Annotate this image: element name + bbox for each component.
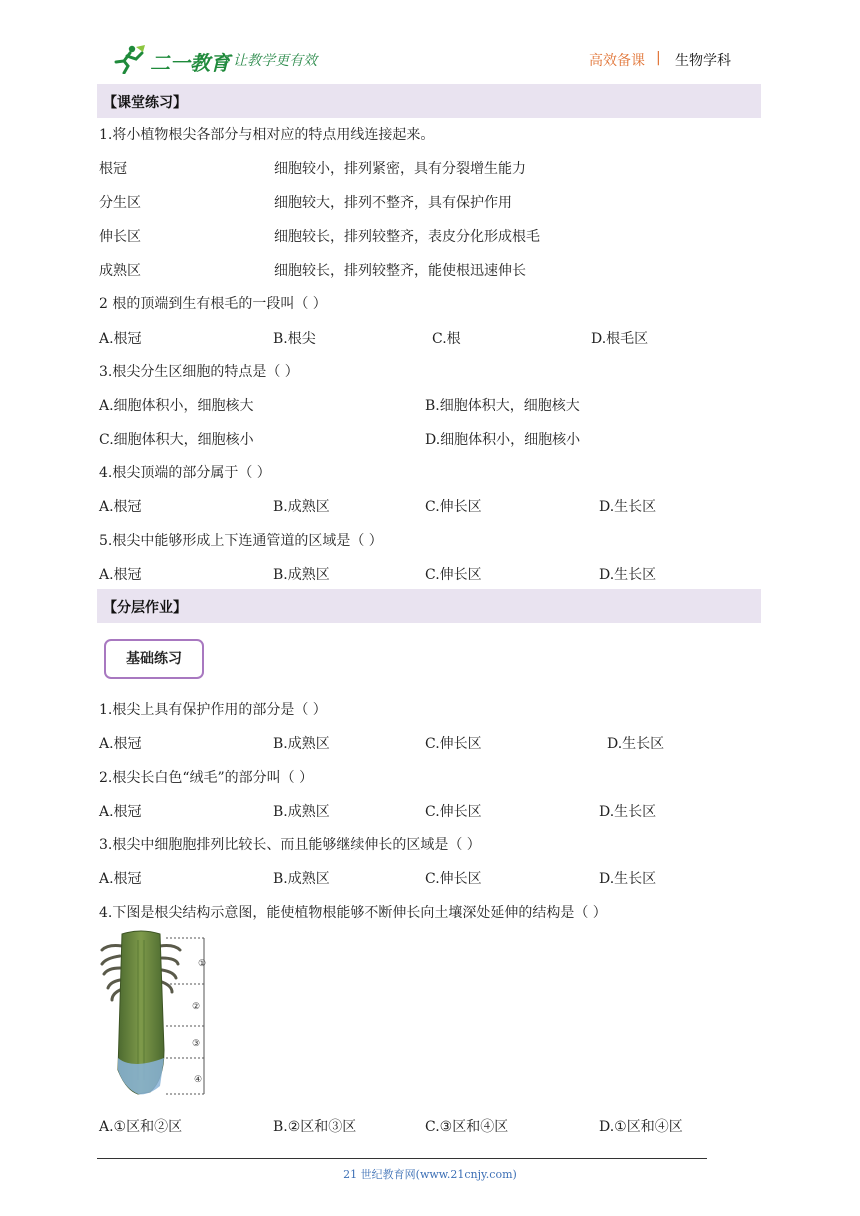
question-stem: 3.根尖分生区细胞的特点是（ ） — [99, 364, 299, 380]
match-left-item: 伸长区 — [99, 229, 141, 245]
option-a: A.细胞体积小，细胞核大 — [99, 398, 254, 414]
question-stem: 4.下图是根尖结构示意图，能使植物根能够不断伸长向土壤深处延伸的结构是（ ） — [99, 905, 607, 921]
option-d: D.细胞体积小，细胞核小 — [425, 432, 581, 448]
option-a: A.根冠 — [99, 499, 142, 515]
question-stem: 5.根尖中能够形成上下连通管道的区域是（ ） — [99, 533, 383, 549]
option-c: C.伸长区 — [425, 804, 482, 820]
level-badge: 基础练习 — [104, 639, 204, 679]
option-b: B.细胞体积大，细胞核大 — [425, 398, 580, 414]
zone-label-3: ③ — [192, 1039, 201, 1049]
match-right-item: 细胞较大，排列不整齐，具有保护作用 — [274, 195, 512, 211]
option-c: C.伸长区 — [425, 499, 482, 515]
header-tag-right: 生物学科 — [675, 53, 731, 69]
option-c: C.细胞体积大，细胞核小 — [99, 432, 254, 448]
option-b: B.根尖 — [273, 331, 316, 347]
slogan: / 让教学更有效 — [224, 53, 318, 69]
option-a: A.①区和②区 — [99, 1119, 183, 1135]
option-b: B.成熟区 — [273, 804, 330, 820]
match-right-item: 细胞较小，排列紧密，具有分裂增生能力 — [274, 161, 526, 177]
brand-name: 二一教育 — [150, 51, 230, 75]
option-d: D.生长区 — [599, 804, 657, 820]
header-tag-left: 高效备课 — [589, 53, 645, 69]
question-stem: 4.根尖顶端的部分属于（ ） — [99, 465, 271, 481]
question-stem: 1.根尖上具有保护作用的部分是（ ） — [99, 702, 327, 718]
option-d: D.生长区 — [599, 567, 657, 583]
match-right-item: 细胞较长，排列较整齐，表皮分化形成根毛 — [274, 229, 540, 245]
match-right-item: 细胞较长，排列较整齐，能使根迅速伸长 — [274, 263, 526, 279]
option-a: A.根冠 — [99, 871, 142, 887]
question-stem: 2.根尖长白色“绒毛”的部分叫（ ） — [99, 770, 314, 786]
question-stem: 2 根的顶端到生有根毛的一段叫（ ） — [99, 296, 327, 312]
section-title: 【分层作业】 — [103, 600, 187, 616]
option-b: B.成熟区 — [273, 736, 330, 752]
zone-label-4: ④ — [194, 1075, 203, 1085]
option-c: C.伸长区 — [425, 871, 482, 887]
option-b: B.②区和③区 — [273, 1119, 357, 1135]
match-left-item: 根冠 — [99, 161, 127, 177]
option-c: C.根 — [432, 331, 461, 347]
match-left-item: 成熟区 — [99, 263, 141, 279]
zone-label-2: ② — [192, 1002, 201, 1012]
option-d: D.生长区 — [607, 736, 665, 752]
header-separator: | — [656, 50, 661, 66]
option-c: C.伸长区 — [425, 567, 482, 583]
zone-label-1: ① — [198, 959, 207, 969]
root-tip-diagram — [98, 930, 216, 1100]
section-header-homework — [97, 589, 761, 623]
option-d: D.生长区 — [599, 499, 657, 515]
match-left-item: 分生区 — [99, 195, 141, 211]
question-stem: 3.根尖中细胞胞排列比较长、而且能够继续伸长的区域是（ ） — [99, 837, 481, 853]
option-b: B.成熟区 — [273, 871, 330, 887]
option-a: A.根冠 — [99, 331, 142, 347]
option-a: A.根冠 — [99, 736, 142, 752]
option-d: D.①区和④区 — [599, 1119, 683, 1135]
option-b: B.成熟区 — [273, 499, 330, 515]
option-a: A.根冠 — [99, 567, 142, 583]
section-title: 【课堂练习】 — [103, 95, 187, 111]
runner-logo-icon — [112, 44, 146, 74]
option-d: D.生长区 — [599, 871, 657, 887]
section-header-classroom — [97, 84, 761, 118]
option-a: A.根冠 — [99, 804, 142, 820]
footer-link[interactable]: 21 世纪教育网(www.21cnjy.com) — [343, 1168, 517, 1181]
option-c: C.③区和④区 — [425, 1119, 509, 1135]
option-b: B.成熟区 — [273, 567, 330, 583]
question-stem: 1.将小植物根尖各部分与相对应的特点用线连接起来。 — [99, 127, 435, 143]
option-c: C.伸长区 — [425, 736, 482, 752]
footer-divider — [97, 1158, 707, 1159]
option-d: D.根毛区 — [591, 331, 649, 347]
